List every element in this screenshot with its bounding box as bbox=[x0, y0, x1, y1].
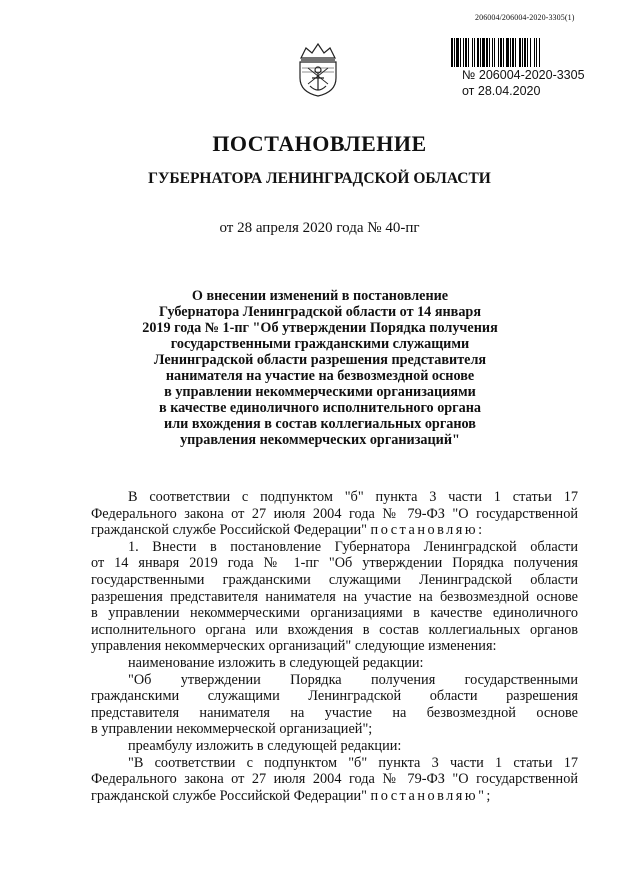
registration-date: от 28.04.2020 bbox=[462, 84, 541, 98]
heading-line: или вхождения в состав коллегиальных органов bbox=[164, 416, 476, 432]
body-line: "Об утверждении Порядка получения государственными bbox=[128, 671, 578, 688]
page-title: ПОСТАНОВЛЕНИЕ bbox=[212, 131, 427, 156]
body-text: гражданской службе Российской Федерации" bbox=[91, 522, 367, 539]
heading-line: нанимателя на участие на безвозмездной основе bbox=[165, 368, 475, 384]
body-line: преамбулу изложить в следующей редакции: bbox=[128, 737, 402, 754]
body-line bbox=[91, 788, 578, 805]
heading-line: Губернатора Ленинградской области от 14 января bbox=[159, 304, 481, 320]
heading-line: 2019 года № 1-пг "Об утверждении Порядка получения bbox=[142, 320, 498, 336]
body-line: Федерального закона от 27 июля 2004 года № 79-ФЗ "О государственной bbox=[91, 505, 578, 522]
page-subtitle: ГУБЕРНАТОРА ЛЕНИНГРАДСКОЙ ОБЛАСТИ bbox=[148, 170, 491, 187]
body-line: "В соответствии с подпунктом "б" пункта 3 части 1 статьи 17 bbox=[128, 754, 578, 771]
resolution-date-number: от 28 апреля 2020 года № 40-пг bbox=[219, 220, 420, 236]
heading-line: государственными гражданскими служащими bbox=[170, 336, 470, 352]
heading-line: управления некоммерческих организаций" bbox=[180, 432, 460, 448]
heading-line: в качестве единоличного исполнительного органа bbox=[159, 400, 481, 416]
body-line: 1. Внести в постановление Губернатора Ленинградской области bbox=[128, 538, 578, 555]
coat-of-arms-emblem bbox=[288, 38, 348, 98]
heading-line: в управлении некоммерческими организациями bbox=[164, 384, 476, 400]
body-line: Федерального закона от 27 июля 2004 года № 79-ФЗ "О государственной bbox=[91, 771, 578, 788]
document-body bbox=[91, 489, 578, 804]
body-line: разрешения представителя нанимателя на участие на безвозмездной основе bbox=[91, 588, 578, 605]
body-line: управления некоммерческих организаций" следующие изменения: bbox=[91, 638, 497, 655]
resolve-word: постановляю: bbox=[370, 522, 485, 539]
resolution-heading bbox=[120, 288, 520, 448]
body-line: наименование изложить в следующей редакции: bbox=[128, 654, 424, 671]
barcode bbox=[451, 38, 584, 67]
body-text: гражданской службе Российской Федерации" bbox=[91, 787, 367, 804]
body-line: В соответствии с подпунктом "б" пункта 3 части 1 статьи 17 bbox=[128, 489, 578, 505]
document-id: 206004/206004-2020-3305(1) bbox=[475, 13, 575, 22]
registration-number: № 206004-2020-3305 bbox=[462, 68, 585, 82]
heading-line: Ленинградской области разрешения представителя bbox=[153, 352, 487, 368]
body-line: исполнительного органа или вхождения в состав коллегиальных органов bbox=[91, 621, 578, 638]
resolve-word: постановляю"; bbox=[370, 787, 493, 804]
heading-line: О внесении изменений в постановление bbox=[191, 288, 449, 304]
body-line: в управлении некоммерческими организациями в качестве единоличного bbox=[91, 605, 578, 622]
body-line: от 14 января 2019 года № 1-пг "Об утверждении Порядка получения bbox=[91, 555, 578, 572]
body-line bbox=[91, 522, 578, 539]
body-line: гражданскими служащими Ленинградской области разрешения bbox=[91, 688, 578, 705]
body-line: в управлении некоммерческой организацией"; bbox=[91, 721, 373, 738]
body-line: государственными гражданскими служащими Ленинградской области bbox=[91, 571, 578, 588]
body-line: представителя нанимателя на участие на безвозмездной основе bbox=[91, 704, 578, 721]
